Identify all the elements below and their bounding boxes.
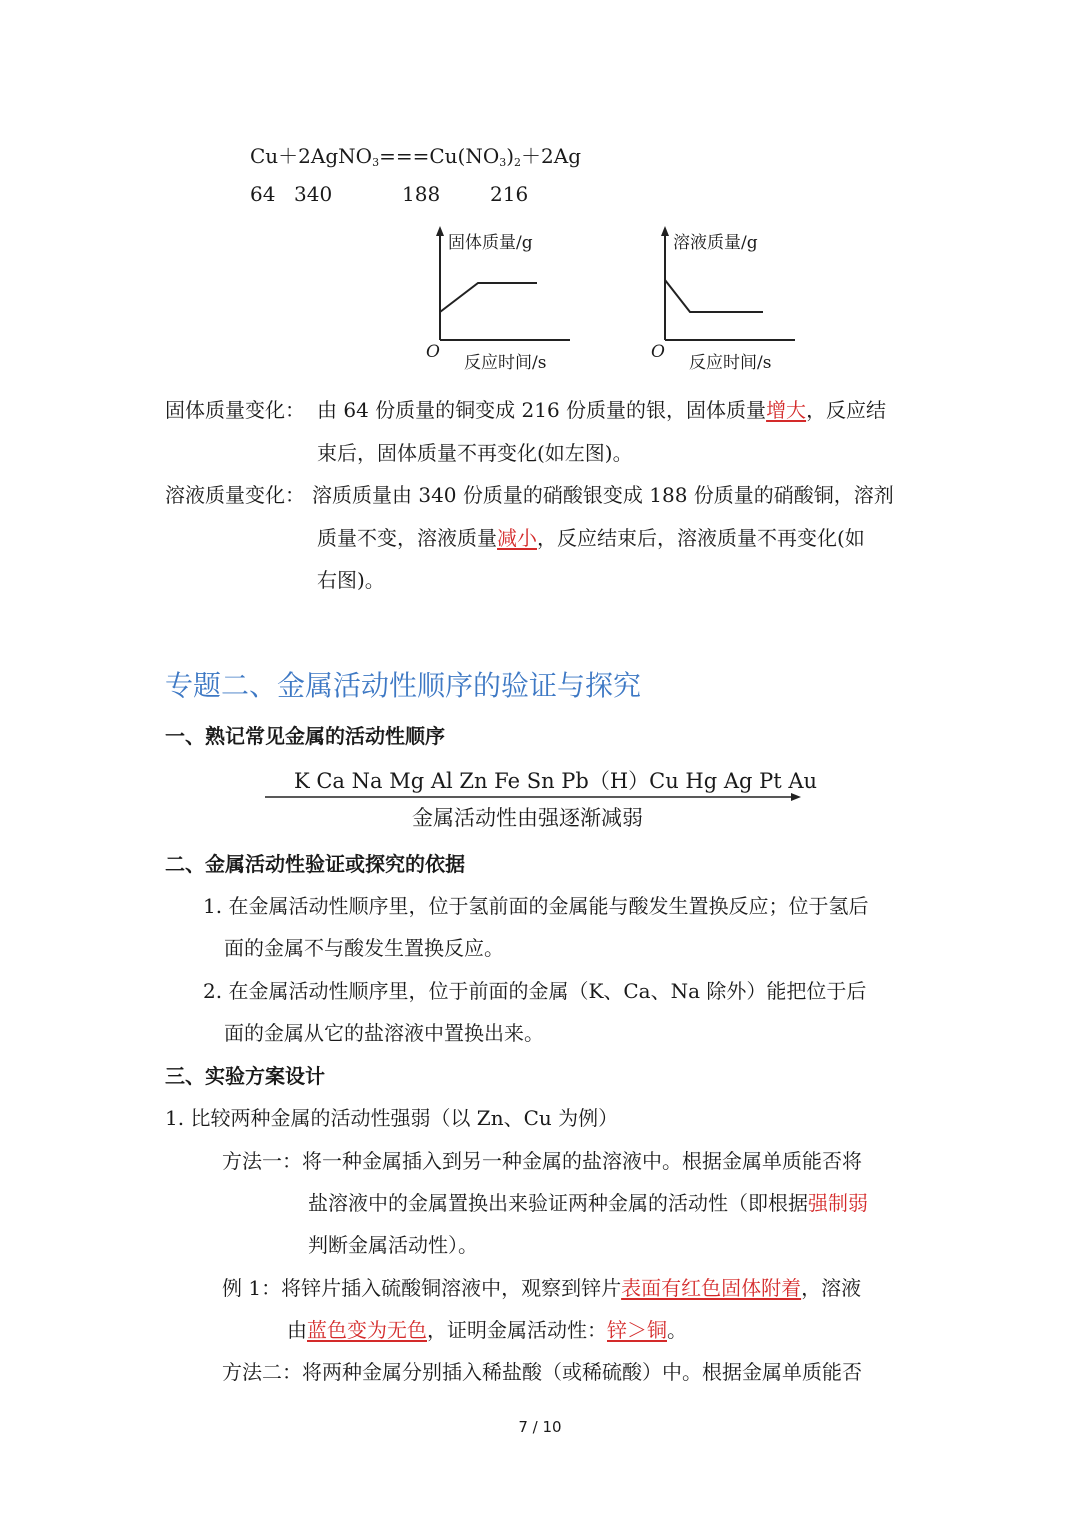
equation-right: ＋2Ag: [521, 144, 582, 168]
answer-increase: 增大: [766, 398, 807, 422]
solid-mass-graph: [420, 222, 600, 372]
activity-series: K Ca Na Mg Al Zn Fe Sn Pb（H）Cu Hg Ag Pt Au: [294, 769, 818, 793]
y-axis-arrow: [661, 226, 669, 236]
rule2-line1: 2. 在金属活动性顺序里，位于前面的金属（K、Ca、Na 除外）能把位于后: [203, 979, 867, 1003]
mass-216: 216: [490, 182, 529, 206]
method1-line3: 判断金属活动性）。: [308, 1233, 478, 1257]
answer-zn-gt-cu: 锌＞铜: [607, 1318, 667, 1342]
page-number: 7 / 10: [518, 1418, 562, 1436]
answer-red-solid: 表面有红色固体附着: [621, 1276, 802, 1300]
arrow-head: [791, 793, 801, 801]
method2-line1: 方法二：将两种金属分别插入稀盐酸（或稀硫酸）中。根据金属单质能否: [222, 1360, 862, 1384]
solution-mass-graph: [645, 222, 825, 372]
section3-heading: 三、实验方案设计: [165, 1064, 325, 1088]
section2-heading: 二、金属活动性验证或探究的依据: [165, 852, 465, 876]
solution-mass-curve: [665, 280, 763, 312]
answer-color-change: 蓝色变为无色: [307, 1318, 427, 1342]
text: 盐溶液中的金属置换出来验证两种金属的活动性（即根据: [308, 1191, 808, 1215]
y-axis-arrow: [436, 226, 444, 236]
graph-origin: O: [651, 342, 665, 362]
method1-line1: 方法一：将一种金属插入到另一种金属的盐溶液中。根据金属单质能否将: [222, 1149, 862, 1173]
solid-change-line2: 束后，固体质量不再变化(如左图)。: [317, 441, 633, 465]
text: 质量不变，溶液质量: [317, 526, 497, 550]
mass-64: 64: [250, 182, 276, 206]
solid-change-line1: [317, 394, 886, 423]
topic2-title: 专题二、金属活动性顺序的验证与探究: [165, 669, 642, 702]
item1: 1. 比较两种金属的活动性强弱（以 Zn、Cu 为例）: [165, 1106, 619, 1130]
activity-series-note: 金属活动性由强逐渐减弱: [412, 806, 643, 830]
equation-left: Cu＋2AgNO: [250, 144, 373, 168]
equation-mid: ===Cu(NO: [379, 144, 500, 168]
solution-change-line2: [317, 522, 865, 551]
method1-line2: [308, 1187, 868, 1216]
example1-line1: [222, 1272, 861, 1301]
text: 由 64 份质量的铜变成 216 份质量的银，固体质量: [317, 398, 767, 422]
solution-change-line3: 右图)。: [317, 568, 385, 592]
text: ，反应结: [806, 398, 887, 422]
equation-sub: 3: [372, 156, 380, 169]
mass-340: 340: [294, 182, 333, 206]
graph-ylabel: 固体质量/g: [448, 233, 533, 253]
rule2-line2: 面的金属从它的盐溶液中置换出来。: [224, 1021, 544, 1045]
answer-decrease: 减小: [497, 526, 537, 550]
text: 例 1：将锌片插入硫酸铜溶液中，观察到锌片: [222, 1276, 622, 1300]
graph-ylabel: 溶液质量/g: [673, 233, 758, 253]
example1-line2: [287, 1314, 687, 1343]
text: 。: [667, 1318, 687, 1342]
equation-paren: ): [506, 144, 515, 168]
text: ，证明金属活动性：: [427, 1318, 607, 1342]
rule1-line2: 面的金属不与酸发生置换反应。: [224, 936, 504, 960]
equation-sub: 2: [514, 156, 522, 169]
text: 由: [287, 1318, 307, 1342]
solution-change-label: 溶液质量变化：: [165, 483, 305, 507]
equation-sub: 3: [499, 156, 507, 169]
text: ，溶液: [801, 1276, 862, 1300]
solid-change-label: 固体质量变化：: [165, 398, 305, 422]
graph-xlabel: 反应时间/s: [464, 353, 547, 373]
mass-188: 188: [402, 182, 441, 206]
reaction-equation: [250, 140, 581, 169]
text: ，反应结束后，溶液质量不再变化(如: [537, 526, 865, 550]
graph-origin: O: [426, 342, 440, 362]
rule1-line1: 1. 在金属活动性顺序里，位于氢前面的金属能与酸发生置换反应；位于氢后: [203, 894, 869, 918]
answer-strong-displaces-weak: 强制弱: [808, 1191, 868, 1215]
graph-xlabel: 反应时间/s: [689, 353, 772, 373]
section1-heading: 一、熟记常见金属的活动性顺序: [165, 724, 445, 748]
solution-change-line1: 溶质质量由 340 份质量的硝酸银变成 188 份质量的硝酸铜，溶剂: [312, 483, 894, 507]
solid-mass-curve: [440, 283, 537, 312]
